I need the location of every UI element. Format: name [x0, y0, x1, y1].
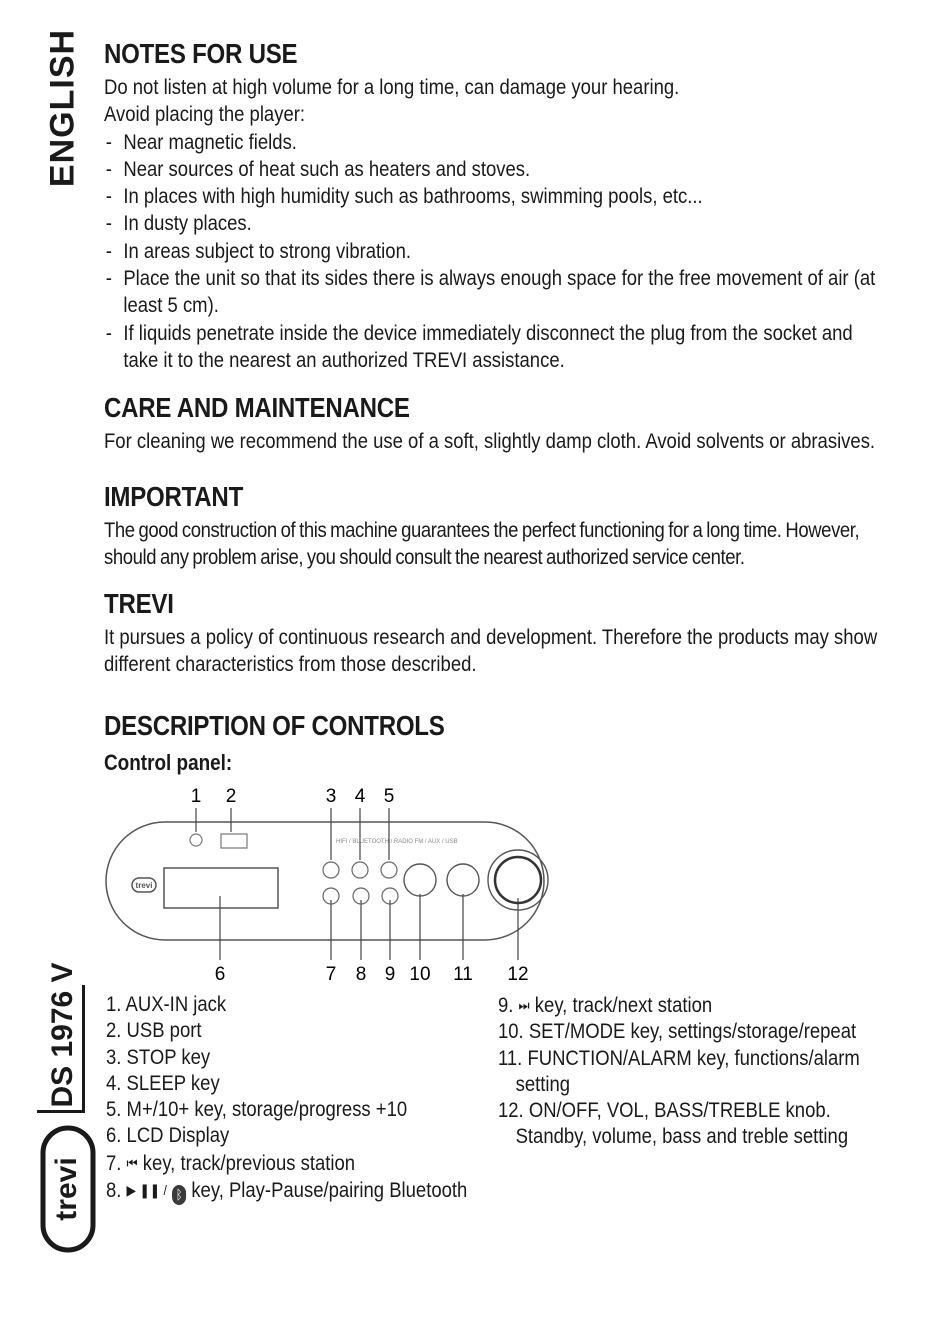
list-item — [106, 1150, 449, 1177]
function-alarm-key — [447, 864, 479, 896]
care-text: For cleaning we recommend the use of a soft, slightly damp cloth. Avoid solvents or abrasives. — [104, 430, 876, 453]
list-item — [106, 1177, 468, 1205]
list-item: 5. M+/10+ key, storage/progress +10 — [106, 1098, 408, 1122]
usb-port — [221, 834, 247, 848]
notes-line-1: Do not listen at high volume for a long time, can damage your hearing. — [104, 76, 680, 99]
notes-list — [104, 129, 876, 375]
bluetooth-icon: ᛒ — [172, 1185, 186, 1205]
list-item: - Near sources of heat such as heaters and stoves. — [104, 156, 790, 183]
next-icon: ⏭ — [518, 997, 530, 1013]
list-item-continuation: Standby, volume, bass and treble setting — [515, 1125, 849, 1149]
important-section — [104, 477, 884, 572]
list-item: 6. LCD Display — [106, 1124, 230, 1148]
aux-in-jack — [190, 834, 202, 846]
callout-1: 1 — [190, 786, 202, 807]
rail-divider — [82, 985, 85, 1113]
trevi-logo — [40, 1125, 96, 1253]
stop-key — [323, 862, 339, 878]
list-item-continuation: setting — [515, 1072, 571, 1096]
callout-8: 8 — [355, 964, 367, 985]
callout-10: 10 — [409, 964, 431, 985]
list-item: - In areas subject to strong vibration. — [104, 238, 790, 265]
list-item: - Place the unit so that its sides there is always enough space for the free movement of air (at least 5 cm). — [104, 265, 889, 320]
notes-title: NOTES FOR USE — [104, 38, 298, 69]
item-number: 8. — [106, 1179, 122, 1203]
trevi-title: TREVI — [104, 588, 174, 619]
item-text: key, track/next station — [534, 994, 713, 1017]
list-item — [498, 992, 841, 1019]
svg-text:trevi: trevi — [49, 1157, 83, 1221]
list-item: 1. AUX-IN jack — [106, 993, 227, 1016]
notes-line-2: Avoid placing the player: — [104, 103, 306, 127]
callout-7: 7 — [325, 964, 337, 985]
panel-logo-text: trevi — [135, 881, 153, 890]
important-text: The good construction of this machine guarantees the perfect functioning for a long time. However, should any problem arise, you should consult the nearest authorized service center. — [104, 519, 860, 570]
model-text: DS 1976 V — [46, 962, 79, 1108]
lcd-display — [164, 868, 278, 908]
list-item: 12. ON/OFF, VOL, BASS/TREBLE knob. — [498, 1099, 831, 1123]
item-text: key, track/previous station — [142, 1151, 356, 1175]
previous-icon: ⏮ — [126, 1154, 138, 1171]
callout-4: 4 — [354, 786, 366, 807]
callout-9: 9 — [384, 964, 396, 985]
volume-knob — [495, 857, 541, 903]
callout-2: 2 — [225, 786, 237, 807]
description-section — [104, 706, 884, 776]
trevi-section — [104, 584, 884, 679]
main-content — [104, 34, 884, 775]
list-item: 10. SET/MODE key, settings/storage/repeat — [498, 1020, 857, 1044]
set-mode-key — [404, 864, 436, 896]
play-pause-icon: ▶ ❚❚ / — [126, 1182, 167, 1199]
list-item: - In places with high humidity such as bathrooms, swimming pools, etc... — [104, 183, 790, 210]
care-title: CARE AND MAINTENANCE — [104, 392, 410, 423]
panel-print: HIFI / BLUETOOTH / RADIO FM / AUX / USB — [336, 839, 458, 845]
list-item: - In dusty places. — [104, 210, 790, 237]
controls-list-right — [498, 992, 888, 1151]
control-panel-diagram — [100, 780, 560, 990]
trevi-text: It pursues a policy of continuous research and development. Therefore the products may show different characteristics from those described. — [104, 626, 878, 677]
callout-3: 3 — [325, 786, 337, 807]
important-title: IMPORTANT — [104, 481, 244, 512]
list-item: 3. STOP key — [106, 1045, 211, 1069]
callout-6: 6 — [214, 964, 226, 985]
controls-list-left — [106, 992, 496, 1205]
care-section — [104, 388, 884, 455]
callout-5: 5 — [383, 786, 395, 807]
callout-11: 11 — [453, 964, 473, 985]
list-item: 2. USB port — [106, 1019, 202, 1043]
language-text: ENGLISH — [43, 28, 82, 187]
item-number: 7. — [106, 1151, 122, 1175]
language-label — [38, 28, 88, 187]
description-title: DESCRIPTION OF CONTROLS — [104, 710, 445, 741]
sleep-key — [352, 862, 368, 878]
notes-body — [104, 74, 876, 374]
list-item: 4. SLEEP key — [106, 1071, 220, 1095]
item-number: 9. — [498, 994, 514, 1017]
rail-divider-horizontal — [37, 1110, 85, 1113]
list-item: 11. FUNCTION/ALARM key, functions/alarm — [498, 1046, 860, 1070]
list-item: - Near magnetic fields. — [104, 129, 790, 156]
model-label — [38, 962, 88, 1108]
m-plus-10-key — [381, 862, 397, 878]
list-item: - If liquids penetrate inside the device immediately disconnect the plug from the socket and take it to the nearest an authorized TREVI assistance. — [104, 320, 889, 375]
control-panel-subtitle: Control panel: — [104, 750, 233, 775]
item-text: key, Play-Pause/pairing Bluetooth — [191, 1179, 468, 1203]
callout-12: 12 — [507, 964, 529, 985]
